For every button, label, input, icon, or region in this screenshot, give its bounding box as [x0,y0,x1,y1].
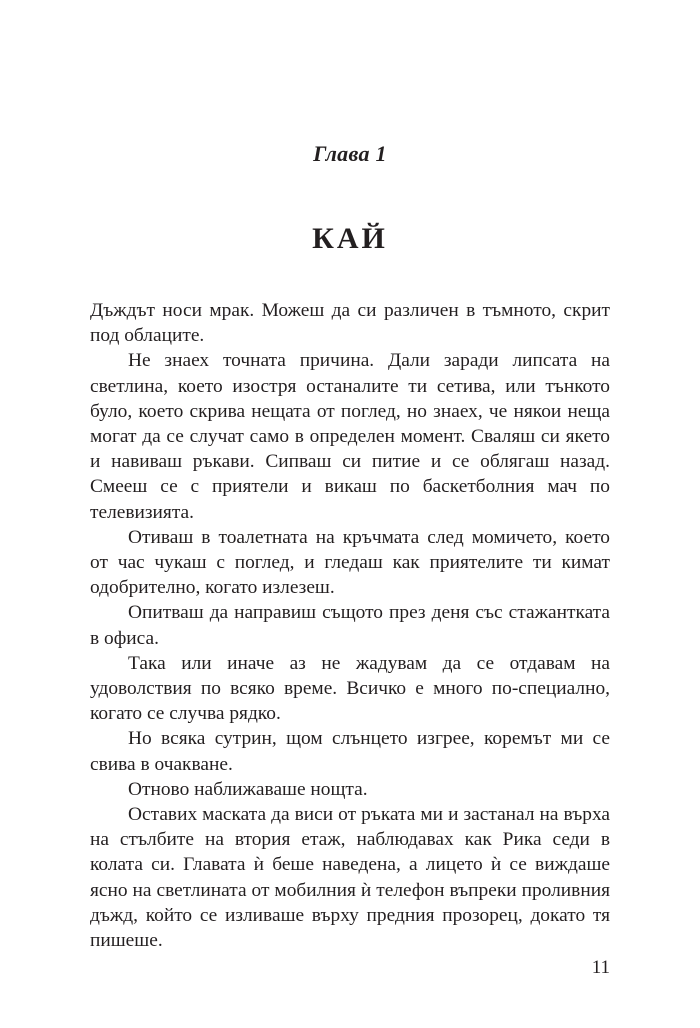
paragraph: Отиваш в тоалетната на кръчмата след момичето, което от час чукаш с поглед, и гледаш как приятелите ти кимат одобрително, когато излезеш. [90,526,610,599]
paragraph: Дъждът носи мрак. Можеш да си различен в тъмното, скрит под облаците. [90,300,610,347]
paragraph: Но всяка сутрин, щом слънцето изгрее, коремът ми се свива в очакване. [90,728,610,775]
chapter-title: КАЙ [312,222,388,255]
page-number: 11 [591,957,610,978]
chapter-label: Глава 1 [313,141,387,166]
paragraph: Така или иначе аз не жадувам да се отдавам на удоволствия по всяко време. Всичко е много по-специално, когато се случва рядко. [90,652,610,725]
paragraph: Опитваш да направиш същото през деня със стажантката в офиса. [90,602,610,649]
paragraph: Не знаех точната причина. Дали заради липсата на светлина, което изостря останалите ти сетива, или тънкото було, което скрива нещата от поглед, но знаех, че някои неща могат да се случат само в определен момент. Сваляш си якето и навиваш ръкави. Сипваш си питие и се облягаш назад. Смееш се с приятели и викаш по баскетболния мач по телевизията. [90,350,610,523]
body-text [90,298,610,953]
paragraph: Оставих маската да виси от ръката ми и застанал на върха на стълбите на втория етаж, наблюдавах как Рика седи в колата си. Главата ѝ беше наведена, а лицето ѝ се виждаше ясно на светлината от мобилния ѝ телефон въпреки проливния дъжд, който се изливаше върху предния прозорец, докато тя пишеше. [90,804,610,952]
paragraph: Отново наближаваше нощта. [128,778,368,800]
